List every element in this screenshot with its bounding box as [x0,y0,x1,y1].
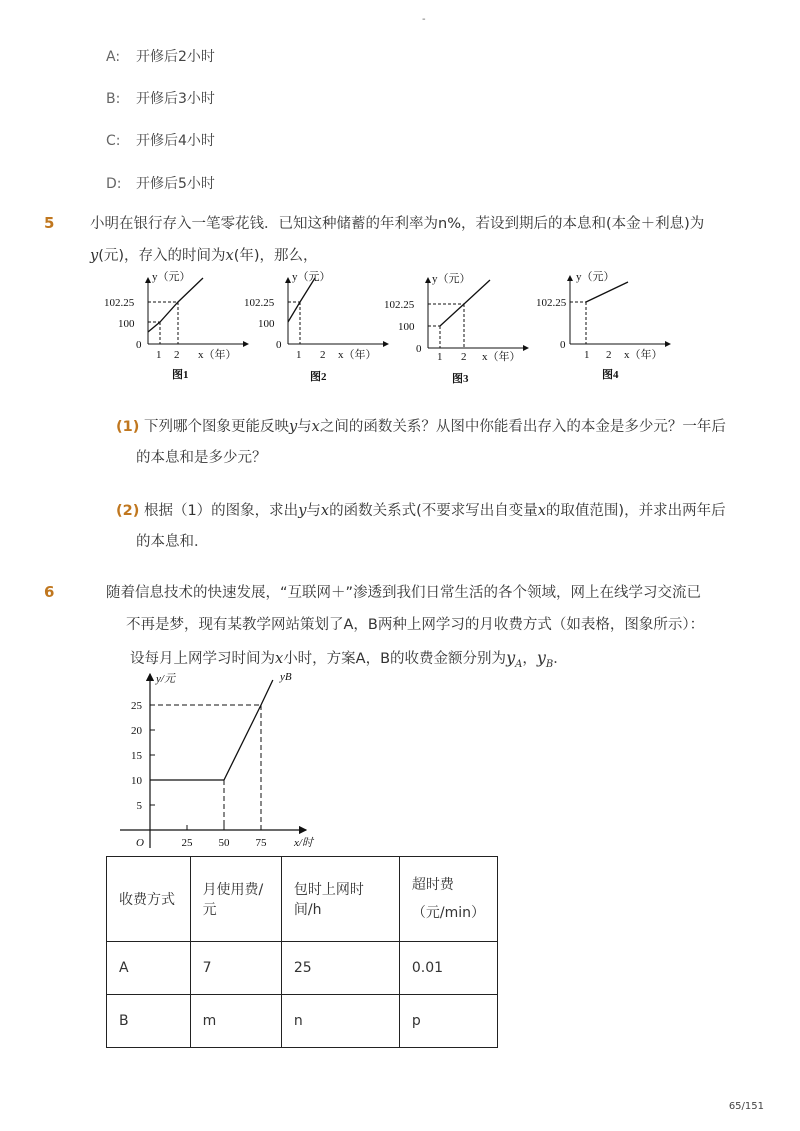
figure-tick-label: 0 [136,339,142,351]
figure-2-line [288,278,315,322]
table-cell: A [107,942,191,995]
figure-3 [384,272,528,385]
x-tick-label: 75 [255,837,267,849]
x-tick-label: 50 [218,837,230,849]
option-text: 开修后3小时 [136,91,215,107]
option-b[interactable] [106,88,215,108]
figure-tick-label: 100 [118,318,135,330]
figure-1 [104,270,248,381]
series-line-yB [150,680,273,780]
figure-ylabel: y（元） [292,271,331,283]
q6-line2: 不再是梦，现有某教学网站策划了A，B两种上网学习的月收费方式（如表格，图象所示）： [126,617,705,633]
header-mark: - [422,14,426,25]
table-cell: 25 [281,942,399,995]
figure-xlabel: x（年） [338,349,377,361]
option-text: 开修后5小时 [136,176,215,192]
y-tick-label: 10 [131,775,142,787]
chart-xlabel: x/时 [294,837,313,849]
q5-sub2-line1: (2) 根据（1）的图象，求出y与x的函数关系式(不要求写出自变量x的取值范围)，并求出两年后 [116,503,726,519]
table-cell: 0.01 [399,942,497,995]
figure-xlabel: x（年） [482,351,521,363]
q5-figures [100,268,760,390]
figure-2 [244,270,388,383]
figure-1-line [148,278,203,332]
figure-tick-label: 102.25 [244,297,275,309]
figure-tick-label: 1 [156,349,162,361]
option-d[interactable] [106,173,215,193]
table-cell: p [399,995,497,1048]
figure-xlabel: x（年） [624,349,663,361]
option-key: C: [106,133,121,149]
y-tick-label: 15 [131,750,142,762]
q5-sub1-line1: (1) 下列哪个图象更能反映y与x之间的函数关系？从图中你能看出存入的本金是多少元？一年后 [116,419,726,435]
figure-tick-label: 100 [398,321,415,333]
figure-tick-label: 0 [560,339,566,351]
figure-caption: 图1 [172,369,189,381]
figure-4-line [586,282,628,302]
header-cell: 包时上网时间/h [281,857,399,942]
figure-tick-label: 2 [461,351,467,363]
figure-tick-label: 1 [437,351,443,363]
y-tick-label: 25 [131,700,142,712]
figure-tick-label: 2 [320,349,326,361]
figure-ylabel: y（元） [576,271,615,283]
figure-caption: 图3 [452,373,469,385]
fee-table [106,856,498,1048]
y-tick-label: 5 [136,800,142,812]
table-cell: B [107,995,191,1048]
figure-tick-label: 2 [174,349,180,361]
table-header-row [107,857,498,942]
figure-tick-label: 102.25 [104,297,135,309]
option-key: A: [106,49,121,65]
header-cell: 月使用费/元 [190,857,281,942]
figure-tick-label: 1 [296,349,302,361]
option-key: B: [106,91,121,107]
figure-caption: 图2 [310,371,327,383]
table-cell: n [281,995,399,1048]
option-text: 开修后4小时 [136,133,215,149]
figure-tick-label: 100 [258,318,275,330]
figure-tick-label: 2 [606,349,612,361]
header-cell: 收费方式 [107,857,191,942]
chart-ylabel: y/元 [156,673,175,685]
option-text: 开修后2小时 [136,49,215,65]
figure-tick-label: 0 [276,339,282,351]
q5-sub2-line2: 的本息和． [136,534,209,550]
figure-tick-label: 0 [416,343,422,355]
figure-tick-label: 1 [584,349,590,361]
table-row [107,942,498,995]
table-cell: m [190,995,281,1048]
y-tick-label: 20 [131,725,142,737]
question-number-5: 5 [44,214,55,232]
q5-line1: 小明在银行存入一笔零花钱．已知这种储蓄的年利率为n%，若设到期后的本息和(本金＋利息)为 [90,216,705,232]
figure-ylabel: y（元） [432,273,471,285]
q6-chart [104,668,324,854]
series-label-yB: yB [280,671,292,683]
figure-xlabel: x（年） [198,349,237,361]
page-number: 65/151 [728,1101,764,1112]
question-number-6: 6 [44,583,55,601]
q6-line1: 随着信息技术的快速发展，“互联网＋”渗透到我们日常生活的各个领域，网上在线学习交流已 [106,585,702,601]
figure-ylabel: y（元） [152,271,191,283]
option-c[interactable] [106,130,215,150]
chart-origin: O [136,837,144,849]
option-key: D: [106,176,122,192]
figure-tick-label: 102.25 [536,297,567,309]
figure-3-line [440,280,490,326]
figure-tick-label: 102.25 [384,299,415,311]
header-cell: 超时费 （元/min） [399,857,497,942]
table-cell: 7 [190,942,281,995]
figure-caption: 图4 [602,369,619,381]
q6-line3: 设每月上网学习时间为x小时，方案A，B的收费金额分别为$y_A$，$y_B$． [130,648,568,670]
q5-line2: y(元)，存入的时间为x(年)，那么， [90,248,318,264]
q5-sub1-line2: 的本息和是多少元？ [136,450,267,466]
figure-4 [536,270,670,381]
table-row [107,995,498,1048]
x-tick-label: 25 [181,837,193,849]
option-a[interactable] [106,46,215,66]
